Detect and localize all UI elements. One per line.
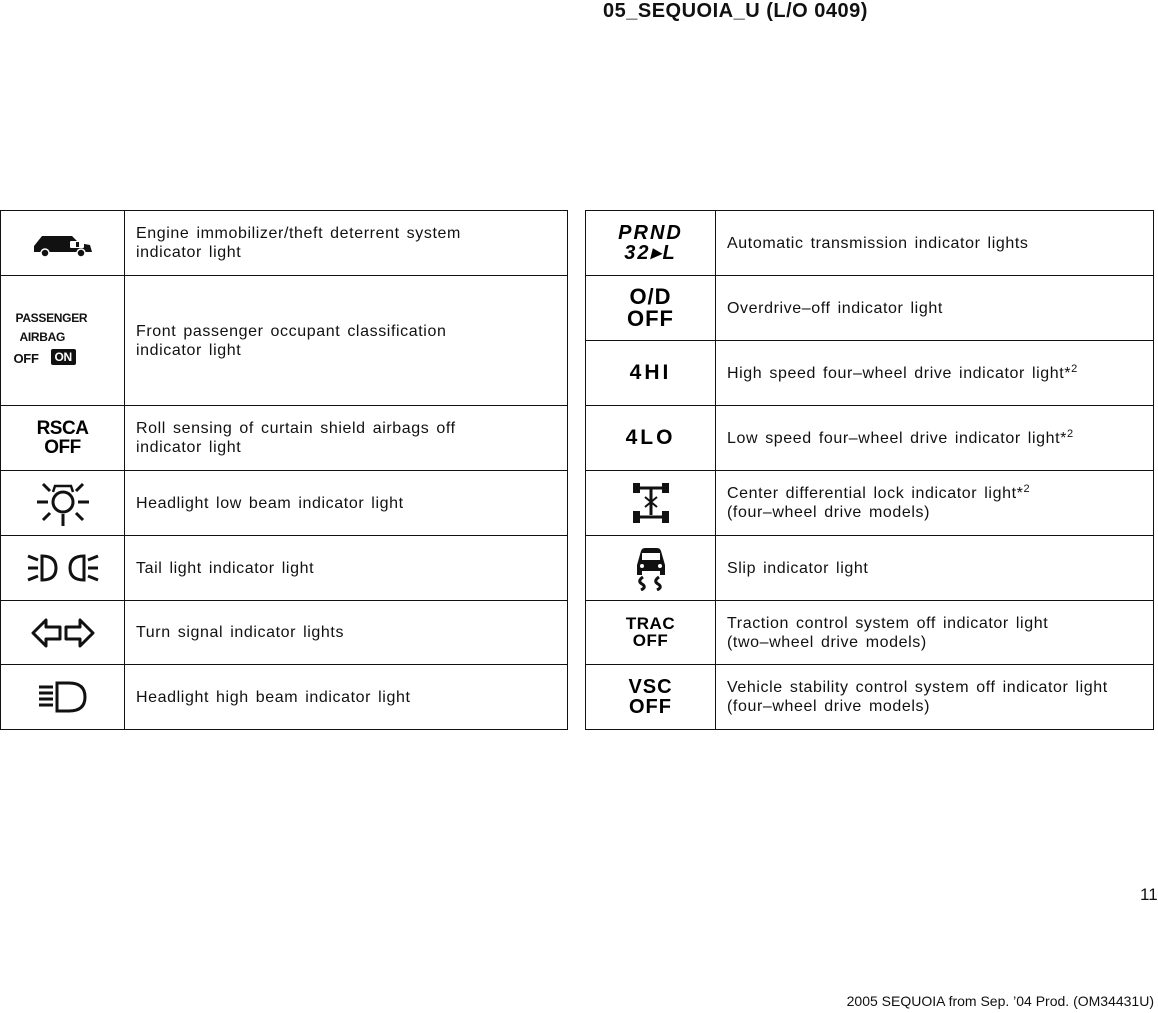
page-number: 11	[1140, 885, 1158, 904]
footnote-marker: 2	[1066, 427, 1074, 440]
description-text: Engine immobilizer/theft deterrent system	[136, 225, 461, 242]
icon-label: OFF	[632, 630, 669, 650]
slip-indicator-icon	[631, 545, 671, 591]
high-beam-icon	[37, 680, 89, 714]
icon-label: TRAC	[625, 613, 676, 633]
page-header: 05_SEQUOIA_U (L/O 0409)	[603, 0, 868, 22]
description-line: High speed four–wheel drive indicator light*	[727, 364, 1072, 382]
icon-cell	[1, 665, 125, 730]
description-text: Traction control system off indicator light	[727, 614, 1049, 632]
icon-cell	[586, 471, 716, 536]
description-text	[727, 484, 1147, 503]
description-text: Overdrive–off indicator light	[727, 299, 943, 317]
description-text: Tail light indicator light	[136, 559, 315, 577]
page-footer: 2005 SEQUOIA from Sep. ’04 Prod. (OM34431U)	[846, 993, 1154, 1009]
right-indicator-table	[585, 210, 1154, 730]
table-row	[1, 471, 568, 536]
icon-cell	[586, 665, 716, 730]
vsc-off-icon	[628, 677, 672, 717]
description-text: indicator light	[136, 244, 242, 261]
icon-label: RSCA	[36, 417, 89, 439]
icon-cell	[586, 406, 716, 471]
description-cell	[125, 601, 568, 665]
rsca-off-icon	[37, 419, 89, 457]
icon-cell	[586, 341, 716, 406]
icon-label: AIRBAG	[19, 330, 66, 344]
description-cell	[716, 665, 1154, 730]
description-text: (four–wheel drive models)	[727, 504, 931, 521]
icon-label: PRND	[618, 221, 683, 244]
table-row	[1, 536, 568, 601]
description-text: Turn signal indicator lights	[136, 624, 345, 641]
description-cell	[716, 601, 1154, 665]
description-text	[727, 429, 1147, 448]
table-row	[1, 211, 568, 276]
od-off-icon	[627, 283, 674, 331]
icon-cell	[1, 536, 125, 601]
icon-label: OFF	[629, 695, 672, 718]
trac-off-icon	[626, 615, 675, 649]
description-line: Center differential lock indicator light*	[727, 485, 1024, 502]
description-text: indicator light	[136, 439, 242, 456]
description-cell	[125, 276, 568, 406]
turn-signal-icon	[30, 617, 96, 649]
description-line: Low speed four–wheel drive indicator light*	[727, 429, 1067, 447]
description-text: Front passenger occupant classification	[136, 322, 447, 340]
description-cell	[125, 471, 568, 536]
table-row	[586, 471, 1154, 536]
4lo-icon: 4LO	[625, 426, 676, 449]
description-text: (four–wheel drive models)	[727, 698, 931, 715]
icon-cell	[1, 211, 125, 276]
description-cell	[125, 665, 568, 730]
description-cell	[716, 536, 1154, 601]
description-cell	[125, 406, 568, 471]
description-text: Roll sensing of curtain shield airbags off	[136, 420, 456, 437]
car-security-icon	[32, 228, 94, 258]
table-row	[586, 341, 1154, 406]
table-row	[1, 601, 568, 665]
table-row	[586, 276, 1154, 341]
description-cell	[125, 211, 568, 276]
table-row	[586, 536, 1154, 601]
table-row	[1, 665, 568, 730]
description-text: Slip indicator light	[727, 559, 869, 577]
left-indicator-table	[0, 210, 568, 730]
icon-label: OFF	[44, 436, 81, 458]
description-text: (two–wheel drive models)	[727, 633, 927, 651]
tail-light-icon	[26, 550, 100, 586]
icon-cell	[1, 601, 125, 665]
passenger-airbag-icon	[13, 303, 113, 373]
footnote-marker: 2	[1023, 483, 1031, 495]
icon-cell	[586, 536, 716, 601]
table-row	[1, 406, 568, 471]
icon-cell	[586, 276, 716, 341]
description-cell	[716, 276, 1154, 341]
description-cell	[716, 471, 1154, 536]
description-text: Vehicle stability control system off indicator light	[727, 679, 1108, 696]
description-cell	[125, 536, 568, 601]
icon-cell	[586, 211, 716, 276]
footnote-marker: 2	[1071, 362, 1078, 375]
icon-label: ON	[51, 349, 76, 365]
icon-cell	[1, 406, 125, 471]
headlight-low-beam-icon	[35, 478, 91, 528]
icon-label: OFF	[13, 351, 39, 366]
icon-label: VSC	[628, 675, 673, 698]
description-text: Headlight high beam indicator light	[136, 688, 411, 706]
table-row	[586, 601, 1154, 665]
prnd-icon	[618, 223, 683, 263]
icon-label: O/D	[629, 283, 672, 309]
icon-label: PASSENGER	[15, 311, 88, 325]
icon-label: 32▸L	[624, 241, 677, 264]
description-text: indicator light	[136, 341, 242, 359]
description-cell	[716, 406, 1154, 471]
table-row	[1, 276, 568, 406]
icon-cell	[1, 471, 125, 536]
description-text: Headlight low beam indicator light	[136, 494, 404, 512]
description-cell	[716, 211, 1154, 276]
icon-label: OFF	[627, 305, 674, 331]
icon-cell	[586, 601, 716, 665]
icon-cell	[1, 276, 125, 406]
4hi-icon: 4HI	[629, 361, 672, 384]
table-row	[586, 406, 1154, 471]
table-row	[586, 211, 1154, 276]
table-row	[586, 665, 1154, 730]
description-cell	[716, 341, 1154, 406]
description-text	[727, 364, 1147, 383]
center-diff-lock-icon	[631, 481, 671, 525]
description-text: Automatic transmission indicator lights	[727, 234, 1029, 252]
